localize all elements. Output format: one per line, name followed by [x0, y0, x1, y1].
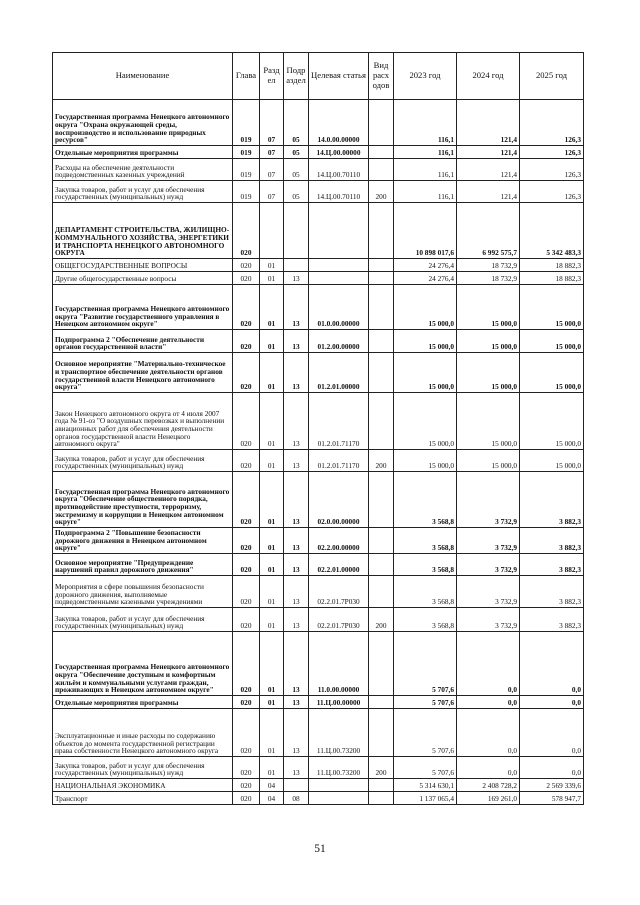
table-row	[53, 259, 584, 272]
row-amount-2023: 3 568,8	[394, 528, 457, 554]
row-amount-2025: 15 000,0	[520, 393, 584, 450]
row-expense-type	[369, 272, 394, 285]
row-podrazdel	[284, 259, 309, 272]
row-target-article	[309, 778, 369, 791]
row-podrazdel: 13	[284, 450, 309, 472]
row-amount-2023: 116,1	[394, 146, 457, 159]
row-razdel: 01	[260, 553, 284, 575]
row-amount-2023: 5 707,6	[394, 631, 457, 695]
row-glava: 020	[233, 607, 260, 631]
row-razdel: 01	[260, 528, 284, 554]
row-name: Расходы на обеспечение деятельности подведомственных казенных учреждений	[53, 159, 233, 181]
row-amount-2023: 1 137 065,4	[394, 791, 457, 804]
row-target-article: 01.2.01.71170	[309, 393, 369, 450]
row-name: Отдельные мероприятия программы	[53, 695, 233, 708]
row-razdel: 01	[260, 330, 284, 353]
row-name: Транспорт	[53, 791, 233, 804]
row-amount-2024: 15 000,0	[457, 450, 520, 472]
row-name: ДЕПАРТАМЕНТ СТРОИТЕЛЬСТВА, ЖИЛИЩНО-КОММУНАЛЬНОГО ХОЗЯЙСТВА, ЭНЕРГЕТИКИ И ТРАНСПОРТА НЕНЕЦКОГО АВТОНОМНОГО ОКРУГА	[53, 203, 233, 259]
row-target-article: 11.Ц.00.73200	[309, 708, 369, 756]
row-razdel	[260, 203, 284, 259]
row-amount-2025: 126,3	[520, 159, 584, 181]
row-amount-2024: 15 000,0	[457, 393, 520, 450]
table-row	[53, 575, 584, 607]
row-amount-2025: 15 000,0	[520, 353, 584, 393]
page-number: 51	[314, 843, 326, 855]
table-row	[53, 285, 584, 330]
row-amount-2025: 15 000,0	[520, 285, 584, 330]
row-amount-2024: 0,0	[457, 708, 520, 756]
row-target-article: 11.Ц.00.73200	[309, 756, 369, 778]
row-razdel: 07	[260, 181, 284, 203]
row-expense-type	[369, 791, 394, 804]
table-row	[53, 695, 584, 708]
row-target-article	[309, 259, 369, 272]
row-razdel: 01	[260, 708, 284, 756]
row-expense-type	[369, 203, 394, 259]
row-amount-2025: 3 882,3	[520, 575, 584, 607]
table-row	[53, 778, 584, 791]
table-row	[53, 330, 584, 353]
row-amount-2024: 15 000,0	[457, 285, 520, 330]
row-name: Государственная программа Ненецкого автономного округа "Обеспечение общественного порядка, противодействие преступности, терроризму, экстремизму и коррупции в Ненецком автономном округе"	[53, 472, 233, 528]
row-amount-2025: 18 882,3	[520, 272, 584, 285]
row-glava: 020	[233, 272, 260, 285]
row-amount-2023: 15 000,0	[394, 285, 457, 330]
row-amount-2023: 10 898 017,6	[394, 203, 457, 259]
row-glava: 020	[233, 285, 260, 330]
row-podrazdel: 13	[284, 756, 309, 778]
row-expense-type: 200	[369, 607, 394, 631]
row-amount-2025: 3 882,3	[520, 607, 584, 631]
row-target-article: 02.2.00.00000	[309, 528, 369, 554]
row-razdel: 04	[260, 778, 284, 791]
row-name: Другие общегосударственные вопросы	[53, 272, 233, 285]
row-expense-type	[369, 285, 394, 330]
row-target-article: 11.Ц.00.00000	[309, 695, 369, 708]
row-amount-2025: 126,3	[520, 146, 584, 159]
budget-table	[52, 52, 584, 805]
row-glava: 019	[233, 159, 260, 181]
row-amount-2023: 116,1	[394, 181, 457, 203]
row-target-article: 02.0.00.00000	[309, 472, 369, 528]
row-expense-type: 200	[369, 756, 394, 778]
row-razdel: 01	[260, 450, 284, 472]
row-target-article	[309, 272, 369, 285]
row-expense-type	[369, 353, 394, 393]
row-amount-2025: 15 000,0	[520, 450, 584, 472]
row-podrazdel: 13	[284, 330, 309, 353]
row-amount-2023: 15 000,0	[394, 450, 457, 472]
row-amount-2025: 18 882,3	[520, 259, 584, 272]
row-razdel: 01	[260, 756, 284, 778]
row-amount-2024: 18 732,9	[457, 272, 520, 285]
row-amount-2023: 3 568,8	[394, 472, 457, 528]
row-razdel: 01	[260, 607, 284, 631]
header-target-article: Целевая статья	[309, 53, 369, 100]
table-row	[53, 353, 584, 393]
table-body	[53, 100, 584, 805]
header-name: Наименование	[53, 53, 233, 100]
row-amount-2025: 5 342 483,3	[520, 203, 584, 259]
row-name: НАЦИОНАЛЬНАЯ ЭКОНОМИКА	[53, 778, 233, 791]
row-amount-2023: 24 276,4	[394, 272, 457, 285]
row-expense-type	[369, 553, 394, 575]
row-podrazdel: 05	[284, 159, 309, 181]
row-expense-type	[369, 159, 394, 181]
row-amount-2023: 5 707,6	[394, 756, 457, 778]
row-glava: 020	[233, 708, 260, 756]
header-expense-type: Вид расх одов	[369, 53, 394, 100]
row-podrazdel: 13	[284, 285, 309, 330]
row-amount-2025: 126,3	[520, 100, 584, 146]
row-razdel: 01	[260, 631, 284, 695]
row-expense-type	[369, 528, 394, 554]
row-glava: 019	[233, 146, 260, 159]
row-amount-2023: 24 276,4	[394, 259, 457, 272]
row-name: Отдельные мероприятия программы	[53, 146, 233, 159]
row-podrazdel: 13	[284, 353, 309, 393]
row-glava: 020	[233, 756, 260, 778]
row-amount-2023: 116,1	[394, 159, 457, 181]
row-amount-2024: 0,0	[457, 695, 520, 708]
table-row	[53, 607, 584, 631]
row-amount-2024: 169 261,0	[457, 791, 520, 804]
row-podrazdel: 13	[284, 553, 309, 575]
row-glava: 020	[233, 450, 260, 472]
row-name: Мероприятия в сфере повышения безопасности дорожного движения, выполняемые подведомственными казенными учреждениями	[53, 575, 233, 607]
row-name: Основное мероприятие "Материально-техническое и транспортное обеспечение деятельности органов государственной власти Ненецкого автономного округа"	[53, 353, 233, 393]
table-row	[53, 631, 584, 695]
row-name: Подпрограмма 2 "Обеспечение деятельности органов государственной власти"	[53, 330, 233, 353]
row-amount-2025: 126,3	[520, 181, 584, 203]
row-razdel: 01	[260, 393, 284, 450]
row-amount-2024: 3 732,9	[457, 528, 520, 554]
row-glava: 020	[233, 353, 260, 393]
row-podrazdel: 05	[284, 146, 309, 159]
row-expense-type	[369, 393, 394, 450]
row-glava: 020	[233, 528, 260, 554]
row-name: Подпрограмма 2 "Повышение безопасности дорожного движения в Ненецком автономном округе"	[53, 528, 233, 554]
row-amount-2023: 15 000,0	[394, 353, 457, 393]
row-amount-2023: 3 568,8	[394, 553, 457, 575]
row-amount-2023: 15 000,0	[394, 330, 457, 353]
row-target-article: 01.2.01.71170	[309, 450, 369, 472]
row-podrazdel: 13	[284, 708, 309, 756]
row-amount-2025: 2 569 339,6	[520, 778, 584, 791]
row-amount-2024: 15 000,0	[457, 353, 520, 393]
row-target-article: 14.0.00.00000	[309, 100, 369, 146]
row-target-article: 01.0.00.00000	[309, 285, 369, 330]
table-row	[53, 100, 584, 146]
table-row	[53, 791, 584, 804]
header-glava: Глава	[233, 53, 260, 100]
row-amount-2024: 3 732,9	[457, 607, 520, 631]
row-razdel: 07	[260, 159, 284, 181]
row-podrazdel: 13	[284, 607, 309, 631]
row-amount-2024: 3 732,9	[457, 575, 520, 607]
row-amount-2023: 15 000,0	[394, 393, 457, 450]
row-amount-2024: 18 732,9	[457, 259, 520, 272]
row-amount-2024: 6 992 575,7	[457, 203, 520, 259]
row-name: Эксплуатационные и иные расходы по содержанию объектов до момента государственной регистрации права собственности Ненецкого автономного округа	[53, 708, 233, 756]
row-expense-type	[369, 330, 394, 353]
row-target-article: 02.2.01.00000	[309, 553, 369, 575]
row-glava: 020	[233, 472, 260, 528]
row-amount-2024: 15 000,0	[457, 330, 520, 353]
row-razdel: 01	[260, 353, 284, 393]
row-amount-2023: 3 568,8	[394, 575, 457, 607]
row-target-article	[309, 791, 369, 804]
table-row	[53, 146, 584, 159]
row-podrazdel: 13	[284, 393, 309, 450]
table-row	[53, 528, 584, 554]
table-row	[53, 181, 584, 203]
row-amount-2024: 121,4	[457, 159, 520, 181]
row-amount-2024: 0,0	[457, 631, 520, 695]
row-expense-type	[369, 259, 394, 272]
row-razdel: 01	[260, 285, 284, 330]
row-target-article: 14.Ц.00.00000	[309, 146, 369, 159]
table-row	[53, 450, 584, 472]
row-expense-type	[369, 631, 394, 695]
row-target-article: 02.2.01.7Р030	[309, 607, 369, 631]
row-glava: 020	[233, 631, 260, 695]
row-glava: 020	[233, 778, 260, 791]
row-glava: 020	[233, 553, 260, 575]
table-row	[53, 708, 584, 756]
row-target-article: 14.Ц.00.70110	[309, 159, 369, 181]
row-name: Закупка товаров, работ и услуг для обеспечения государственных (муниципальных) нужд	[53, 181, 233, 203]
table-header-row	[53, 53, 584, 100]
row-target-article	[309, 203, 369, 259]
row-glava: 020	[233, 575, 260, 607]
row-podrazdel: 13	[284, 528, 309, 554]
row-razdel: 01	[260, 575, 284, 607]
table-row	[53, 272, 584, 285]
header-year-2025: 2025 год	[520, 53, 584, 100]
row-amount-2024: 3 732,9	[457, 553, 520, 575]
row-name: Основное мероприятие "Предупреждение нарушений правил дорожного движения"	[53, 553, 233, 575]
row-razdel: 07	[260, 100, 284, 146]
row-target-article: 14.Ц.00.70110	[309, 181, 369, 203]
row-amount-2025: 3 882,3	[520, 472, 584, 528]
row-name: Закупка товаров, работ и услуг для обеспечения государственных (муниципальных) нужд	[53, 450, 233, 472]
row-razdel: 01	[260, 472, 284, 528]
header-year-2024: 2024 год	[457, 53, 520, 100]
row-expense-type	[369, 100, 394, 146]
row-podrazdel: 08	[284, 791, 309, 804]
row-expense-type	[369, 708, 394, 756]
row-amount-2023: 5 314 630,1	[394, 778, 457, 791]
row-amount-2025: 15 000,0	[520, 330, 584, 353]
row-glava: 020	[233, 695, 260, 708]
table-row	[53, 756, 584, 778]
row-name: Закупка товаров, работ и услуг для обеспечения государственных (муниципальных) нужд	[53, 756, 233, 778]
row-podrazdel: 13	[284, 472, 309, 528]
row-glava: 020	[233, 791, 260, 804]
row-amount-2025: 578 947,7	[520, 791, 584, 804]
row-expense-type	[369, 575, 394, 607]
table-row	[53, 393, 584, 450]
row-amount-2024: 121,4	[457, 181, 520, 203]
row-target-article: 11.0.00.00000	[309, 631, 369, 695]
table-row	[53, 553, 584, 575]
row-expense-type	[369, 472, 394, 528]
row-target-article: 01.2.01.00000	[309, 353, 369, 393]
row-glava: 019	[233, 181, 260, 203]
row-glava: 019	[233, 100, 260, 146]
row-amount-2025: 0,0	[520, 756, 584, 778]
row-podrazdel: 13	[284, 575, 309, 607]
row-expense-type	[369, 146, 394, 159]
row-glava: 020	[233, 330, 260, 353]
row-target-article: 01.2.00.00000	[309, 330, 369, 353]
row-razdel: 01	[260, 259, 284, 272]
row-amount-2024: 3 732,9	[457, 472, 520, 528]
row-name: ОБЩЕГОСУДАРСТВЕННЫЕ ВОПРОСЫ	[53, 259, 233, 272]
table-row	[53, 159, 584, 181]
row-podrazdel	[284, 778, 309, 791]
row-amount-2024: 121,4	[457, 146, 520, 159]
table-row	[53, 203, 584, 259]
row-name: Государственная программа Ненецкого автономного округа "Обеспечение доступным и комфортным жильём и коммунальными услугами граждан, проживающих в Ненецком автономном округе"	[53, 631, 233, 695]
row-name: Закон Ненецкого автономного округа от 4 июля 2007 года № 91-оз "О воздушных перевозках и выполнении авиационных работ для обеспечения деятельности органов государственной власти Ненецкого автономного округа"	[53, 393, 233, 450]
row-podrazdel: 13	[284, 695, 309, 708]
row-name: Закупка товаров, работ и услуг для обеспечения государственных (муниципальных) нужд	[53, 607, 233, 631]
row-glava: 020	[233, 203, 260, 259]
row-name: Государственная программа Ненецкого автономного округа "Развитие государственного управления в Ненецком автономном округе"	[53, 285, 233, 330]
row-amount-2023: 116,1	[394, 100, 457, 146]
row-podrazdel: 13	[284, 272, 309, 285]
row-amount-2024: 121,4	[457, 100, 520, 146]
row-expense-type	[369, 778, 394, 791]
row-razdel: 04	[260, 791, 284, 804]
row-glava: 020	[233, 393, 260, 450]
row-expense-type: 200	[369, 450, 394, 472]
header-year-2023: 2023 год	[394, 53, 457, 100]
row-amount-2023: 5 707,6	[394, 708, 457, 756]
row-podrazdel: 13	[284, 631, 309, 695]
row-amount-2023: 3 568,8	[394, 607, 457, 631]
row-expense-type: 200	[369, 181, 394, 203]
row-podrazdel: 05	[284, 181, 309, 203]
row-razdel: 07	[260, 146, 284, 159]
row-amount-2025: 3 882,3	[520, 528, 584, 554]
row-amount-2025: 0,0	[520, 708, 584, 756]
row-podrazdel: 05	[284, 100, 309, 146]
row-glava: 020	[233, 259, 260, 272]
row-amount-2025: 0,0	[520, 695, 584, 708]
row-expense-type	[369, 695, 394, 708]
row-amount-2025: 3 882,3	[520, 553, 584, 575]
row-podrazdel	[284, 203, 309, 259]
row-name: Государственная программа Ненецкого автономного округа "Охрана окружающей среды, воспроизводство и использование природных ресурсов"	[53, 100, 233, 146]
row-razdel: 01	[260, 272, 284, 285]
row-amount-2024: 2 408 728,2	[457, 778, 520, 791]
header-podrazdel: Подр аздел	[284, 53, 309, 100]
row-target-article: 02.2.01.7Р030	[309, 575, 369, 607]
table-row	[53, 472, 584, 528]
row-amount-2023: 5 707,6	[394, 695, 457, 708]
header-razdel: Разд ел	[260, 53, 284, 100]
row-amount-2024: 0,0	[457, 756, 520, 778]
row-razdel: 01	[260, 695, 284, 708]
row-amount-2025: 0,0	[520, 631, 584, 695]
